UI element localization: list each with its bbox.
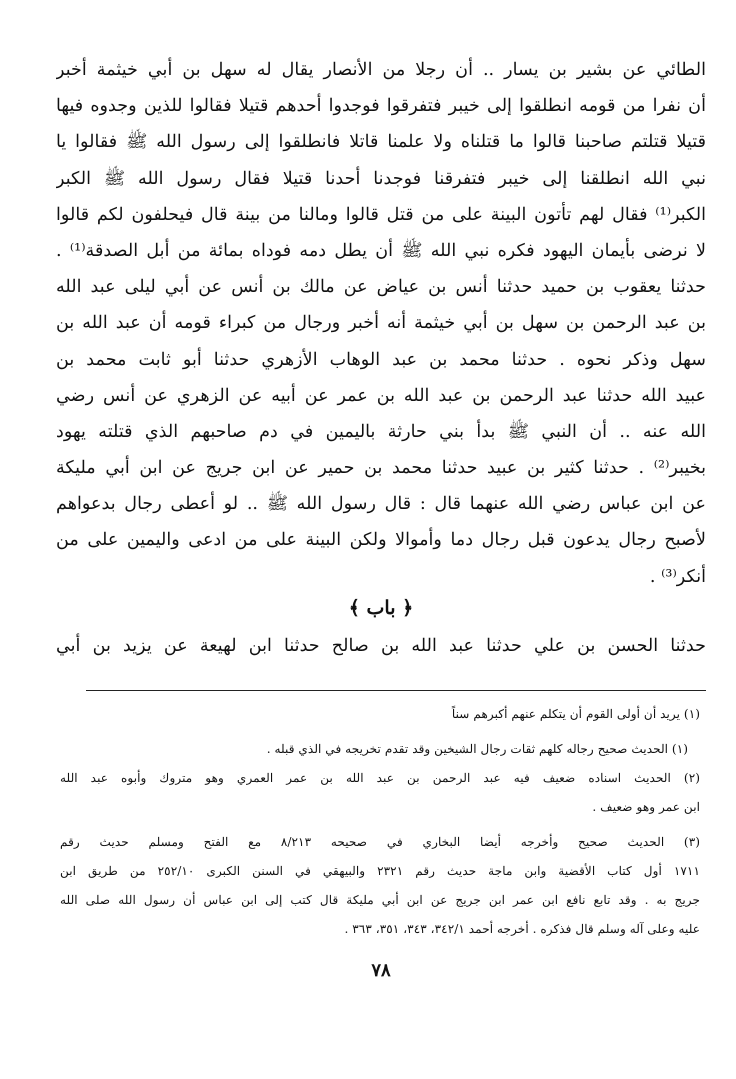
main-text (56, 52, 706, 595)
footnote-continuation: ١٧١١ أول كتاب الأقضية وابن ماجة حديث رقم ٢٣٢١ والبيهقي في السنن الكبرى ٢٥٢/١٠ من طريق ابن (60, 864, 700, 878)
footnote-continuation: جريج به . وقد تابع نافع ابن عمر ابن جريج عن ابن أبي مليكة قال كتب إلى ابن عباس أن رسول الله صلى الله (60, 893, 700, 907)
text-line: قتيلا قتلتم صاحبنا قالوا ما قتلناه ولا علمنا قاتلا فانطلقوا إلى رسول الله ﷺ فقالوا يا (56, 132, 706, 153)
text-line: الطائي عن بشير بن يسار .. أن رجلا من الأنصار يقال له سهل بن أبي خيثمة أخبر (56, 60, 706, 80)
text-line: لا نرضى بأيمان اليهود فكره نبي الله ﷺ أن يطل دمه فوداه بمائة من أبل الصدقة⁽¹⁾ . (56, 240, 706, 261)
text-line: الله عنه .. أن النبي ﷺ بدأ بني حارثة باليمين في دم صاحبهم الذي قتلته يهود (56, 421, 706, 442)
text-line: عن ابن عباس رضي الله عنهما قال : قال رسول الله ﷺ .. لو أعطى رجال بدعواهم (56, 494, 706, 515)
text-line: أنكر⁽³⁾ . (649, 566, 706, 587)
text-line: أن نفرا من قومه انطلقوا إلى خيبر فتفرقوا فوجدوا أحدهم قتيلا فقالوا للذين وجدوه فيها (56, 96, 706, 117)
text-line: حدثنا الحسن بن علي حدثنا عبد الله بن صالح حدثنا ابن لهيعة عن يزيد بن أبي (56, 636, 706, 656)
footnote: (٣) الحديث صحيح وأخرجه أيضا البخاري في صحيحه ٨/٢١٣ مع الفتح ومسلم حديث رقم (60, 835, 700, 849)
footnote-continuation: ابن عمر وهو ضعيف . (592, 800, 700, 814)
text-line: الكبر⁽¹⁾ فقال لهم تأتون البينة على من قتل قالوا ومالنا من بينة قال فيحلفون لكم قالوا (56, 204, 706, 225)
text-line: بخيبر⁽²⁾ . حدثنا كثير بن عبيد حدثنا محمد بن حمير عن ابن جريج عن ابن أبي مليكة (56, 458, 706, 479)
text-line: سهل وذكر نحوه . حدثنا محمد بن عبد الوهاب الأزهري حدثنا أبو ثابت محمد بن (56, 349, 706, 370)
text-line: حدثنا يعقوب بن حميد حدثنا أنس بن عياض عن مالك بن أنس عن أبي ليلى عبد الله (56, 277, 706, 298)
section-text (56, 628, 706, 664)
text-line: عبيد الله حدثنا عبد الرحمن بن عبد الله بن عمر عن أبيه عن الزهري عن أنس رضي (56, 385, 706, 406)
footnote-continuation: عليه وعلى آله وسلم قال فذكره . أخرجه أحمد ٣٤٢/١، ٣٤٣، ٣٥١، ٣٦٣ . (344, 922, 700, 936)
footnote-divider (86, 690, 706, 691)
page-number: ٧٨ (371, 960, 391, 981)
text-line: نبي الله انطلقنا إلى خيبر فتفرقنا فوجدنا أحدنا قتيلا فقال رسول الله ﷺ الكبر (56, 168, 706, 189)
section-heading: ﴿ باب ﴾ (348, 597, 414, 619)
footnote: (٢) الحديث اسناده ضعيف فيه عبد الرحمن بن عبد الله بن عمر العمري وهو متروك وأبوه عبد الله (60, 771, 700, 785)
footnotes (60, 700, 700, 944)
footnote: (١) الحديث صحيح رجاله كلهم ثقات رجال الشيخين وقد تقدم تخريجه في الذي قبله . (266, 742, 688, 756)
text-line: لأصبح رجال يدعون قبل رجال دما وأموالا ولكن البينة على من ادعى واليمين على من (56, 530, 706, 551)
footnote: (١) يريد أن أولى القوم أن يتكلم عنهم أكبرهم سناً (451, 707, 700, 721)
text-line: بن عبد الرحمن بن سهل بن أبي خيثمة أنه أخبر ورجال من كبراء قومه أن عبد الله بن (56, 313, 706, 334)
